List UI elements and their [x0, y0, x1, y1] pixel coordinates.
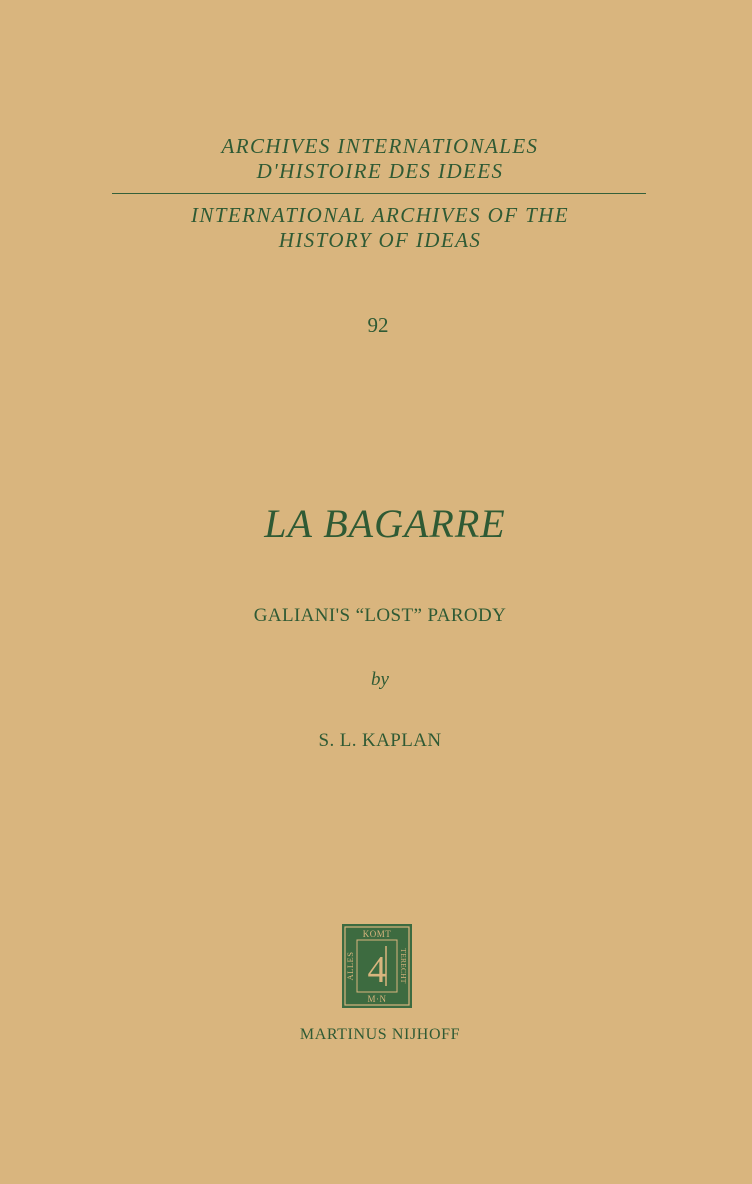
- series-title-english: [0, 203, 752, 253]
- series-title-french-line2: D'HISTOIRE DES IDEES: [256, 159, 504, 183]
- publisher-logo-top-text: KOMT: [362, 929, 392, 939]
- publisher-logo-right-text: TERECHT: [399, 948, 408, 984]
- series-title-english-line2: HISTORY OF IDEAS: [278, 228, 482, 252]
- series-title-french-line1: ARCHIVES INTERNATIONALES: [221, 134, 539, 158]
- by-label: by: [371, 669, 389, 690]
- volume-number: 92: [367, 313, 389, 337]
- publisher-logo-center-glyph: 4: [367, 949, 387, 991]
- series-title-french: [0, 134, 752, 184]
- publisher-logo: [342, 924, 412, 1008]
- publisher-logo-bottom-text: M·N: [367, 994, 387, 1004]
- publisher-name: MARTINUS NIJHOFF: [299, 1026, 461, 1043]
- book-title: LA BAGARRE: [264, 501, 506, 546]
- series-divider-rule: [112, 193, 646, 194]
- series-title-english-line1: INTERNATIONAL ARCHIVES OF THE: [191, 203, 569, 227]
- book-subtitle: GALIANI'S “LOST” PARODY: [253, 605, 507, 626]
- publisher-logo-left-text: ALLES: [345, 951, 355, 981]
- author-name: S. L. KAPLAN: [318, 730, 442, 751]
